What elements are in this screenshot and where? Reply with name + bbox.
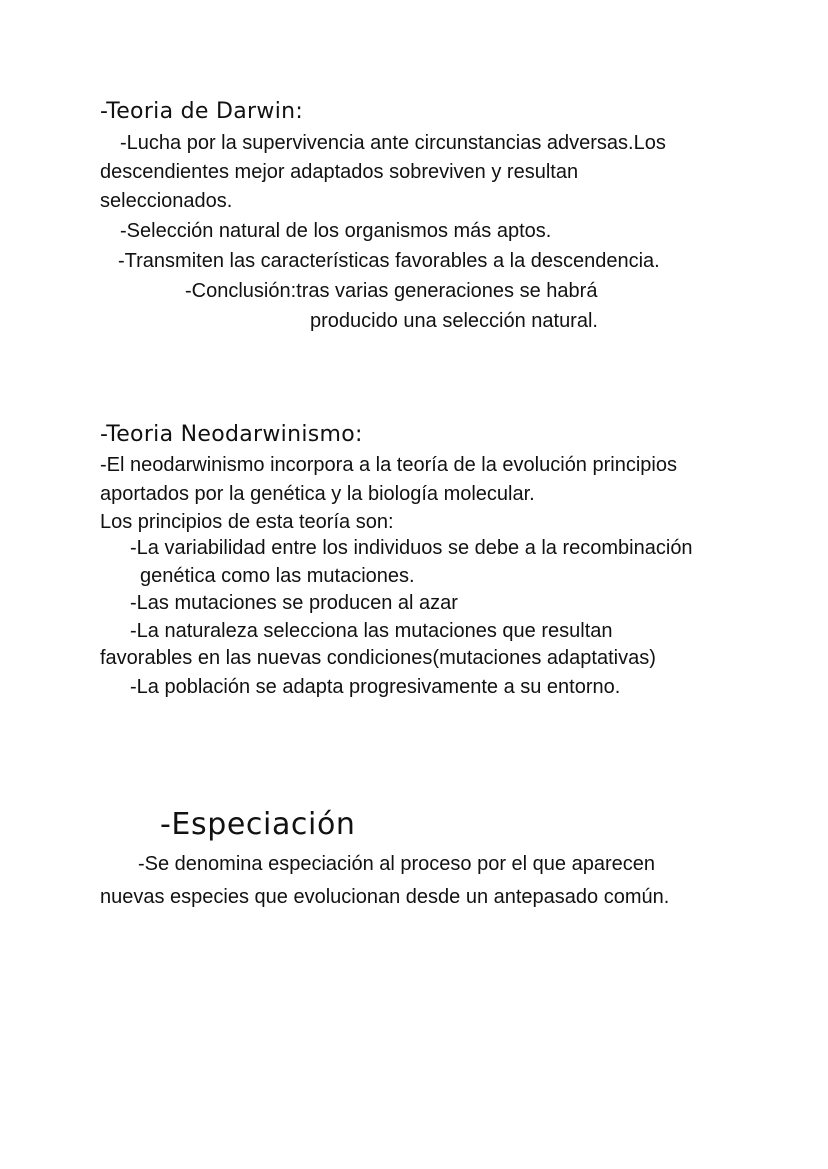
heading-teoria-neodarwinismo: -Teoria Neodarwinismo: [100, 422, 363, 447]
darwin-line: -Selección natural de los organismos más aptos. [120, 220, 552, 242]
heading-teoria-darwin: -Teoria de Darwin: [100, 99, 304, 124]
neodarwinismo-line: -La población se adapta progresivamente a su entorno. [130, 676, 621, 698]
neodarwinismo-line: favorables en las nuevas condiciones(mutaciones adaptativas) [100, 647, 656, 669]
neodarwinismo-line: -La naturaleza selecciona las mutaciones que resultan [130, 620, 613, 642]
darwin-line: -Transmiten las características favorables a la descendencia. [118, 250, 660, 272]
neodarwinismo-line: Los principios de esta teoría son: [100, 511, 394, 533]
darwin-line: -Lucha por la supervivencia ante circunstancias adversas.Los [120, 132, 666, 154]
darwin-line: seleccionados. [100, 190, 233, 212]
neodarwinismo-line: -El neodarwinismo incorpora a la teoría de la evolución principios [100, 454, 677, 476]
neodarwinismo-line: -Las mutaciones se producen al azar [130, 592, 458, 614]
especiacion-line: -Se denomina especiación al proceso por el que aparecen [138, 853, 656, 875]
darwin-line: descendientes mejor adaptados sobreviven y resultan [100, 161, 579, 183]
neodarwinismo-line: -La variabilidad entre los individuos se debe a la recombinación [130, 537, 693, 559]
darwin-conclusion-line: producido una selección natural. [310, 310, 598, 332]
darwin-conclusion-line: -Conclusión:tras varias generaciones se habrá [185, 280, 598, 302]
especiacion-line: nuevas especies que evolucionan desde un antepasado común. [100, 886, 670, 908]
neodarwinismo-line: genética como las mutaciones. [140, 565, 415, 587]
heading-especiacion: -Especiación [160, 807, 356, 842]
neodarwinismo-line: aportados por la genética y la biología molecular. [100, 483, 535, 505]
